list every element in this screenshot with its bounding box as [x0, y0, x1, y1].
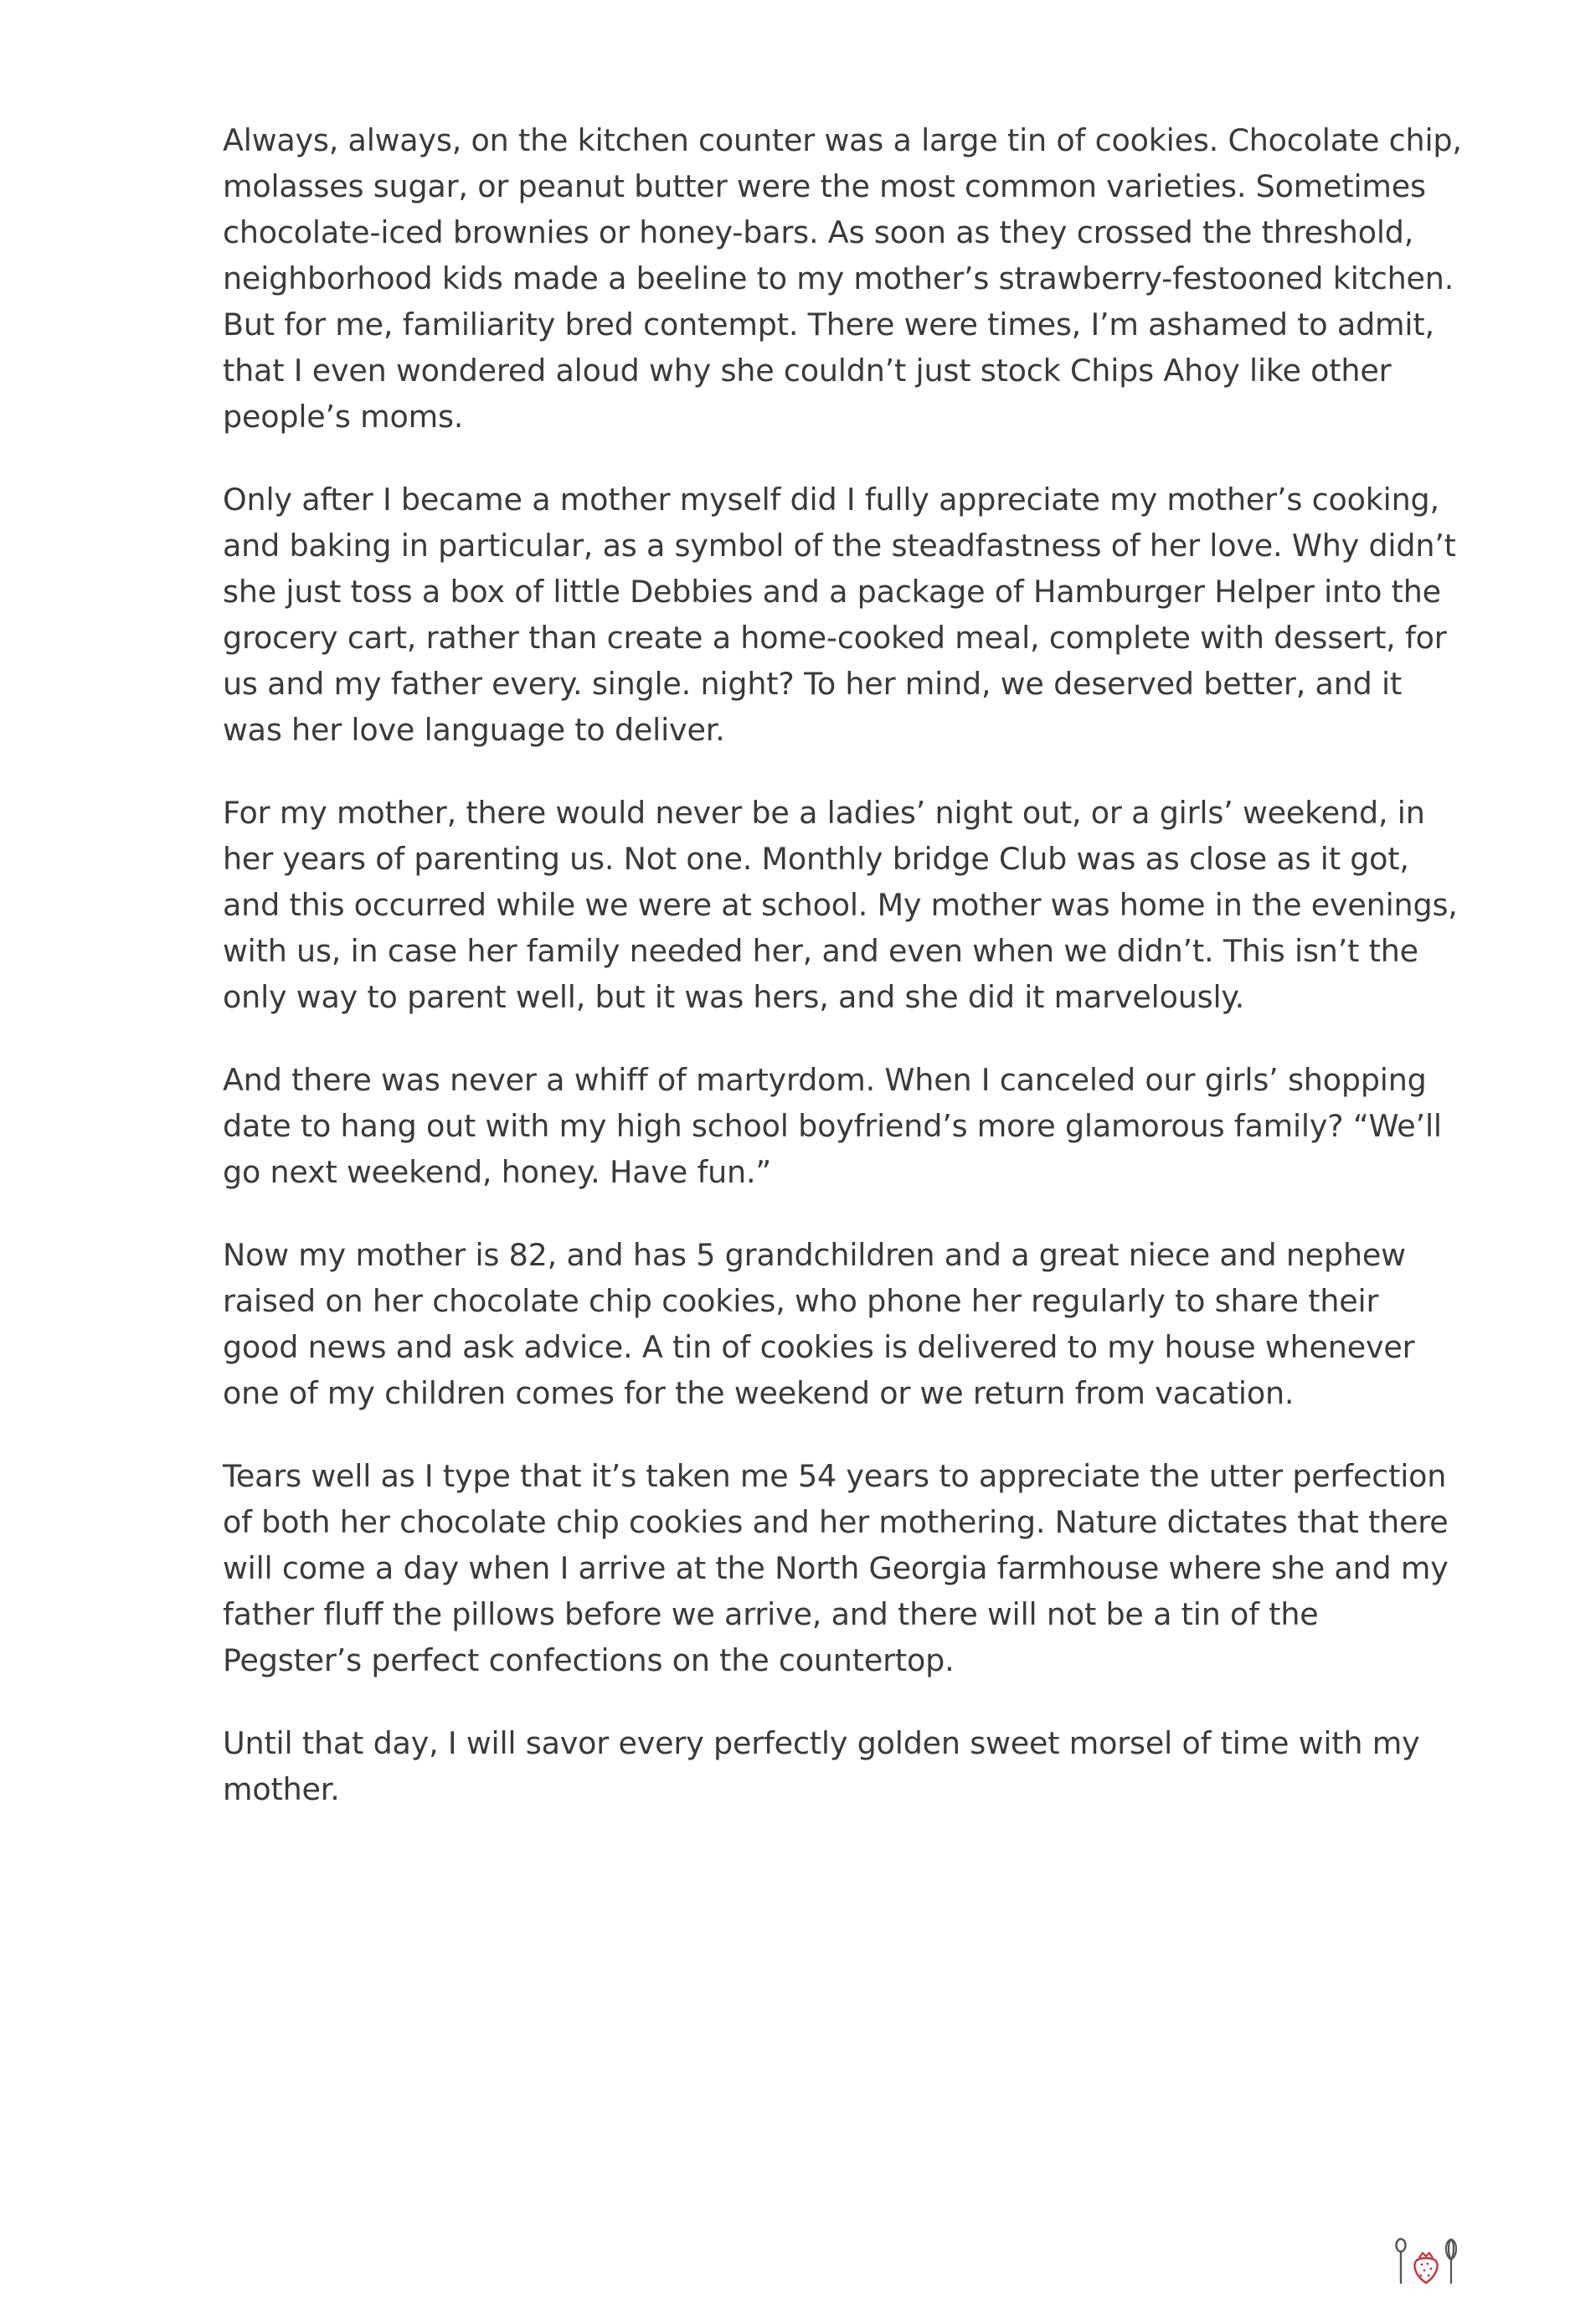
paragraph-5: Now my mother is 82, and has 5 grandchildren and a great niece and nephew raised on her chocolate chip cookies, who phone her regularly to share their good news and ask advice. A tin of cookies is delivered to my house whenever one of my children comes for the weekend or we return from vacation. — [223, 1237, 1415, 1411]
whisk-icon — [1446, 2239, 1456, 2283]
essay-body — [223, 117, 1462, 1849]
paragraph-1: Always, always, on the kitchen counter was a large tin of cookies. Chocolate chip, molasses sugar, or peanut butter were the most common varieties. Sometimes chocolate-iced brownies or honey-bars. As soon as they crossed the threshold, neighborhood kids made a beeline to my mother’s strawberry-festooned kitchen. But for me, familiarity bred contempt. There were times, I’m ashamed to admit, that I even wondered aloud why she couldn’t just stock Chips Ahoy like other people’s moms. — [223, 122, 1462, 435]
paragraph-3: For my mother, there would never be a ladies’ night out, or a girls’ weekend, in her years of parenting us. Not one. Monthly bridge Club was as close as it got, and this occurred while we were at school. My mother was home in the evenings, with us, in case her family needed her, and even when we didn’t. This isn’t the only way to parent well, but it was hers, and she did it marvelously. — [223, 795, 1458, 1015]
paragraph-7: Until that day, I will savor every perfectly golden sweet morsel of time with my mother. — [223, 1725, 1420, 1807]
spoon-icon — [1397, 2239, 1406, 2284]
paragraph-2: Only after I became a mother myself did I fully appreciate my mother’s cooking, and baking in particular, as a symbol of the steadfastness of her love. Why didn’t she just toss a box of little Debbies and a package of Hamburger Helper into the grocery cart, rather than create a home-cooked meal, complete with dessert, for us and my father every. single. night? To her mind, we deserved better, and it was her love language to deliver. — [223, 482, 1456, 748]
spoon-strawberry-whisk-icon — [1392, 2238, 1459, 2288]
paragraph-6: Tears well as I type that it’s taken me 54 years to appreciate the utter perfection of both her chocolate chip cookies and her mothering. Nature dictates that there will come a day when I arrive at the North Georgia farmhouse where she and my father fluff the pillows before we arrive, and there will not be a tin of the Pegster’s perfect confections on the countertop. — [223, 1458, 1449, 1678]
strawberry-icon — [1415, 2253, 1438, 2283]
paragraph-4: And there was never a whiff of martyrdom. When I canceled our girls’ shopping date to hang out with my high school boyfriend’s more glamorous family? “We’ll go next weekend, honey. Have fun.” — [223, 1062, 1442, 1190]
